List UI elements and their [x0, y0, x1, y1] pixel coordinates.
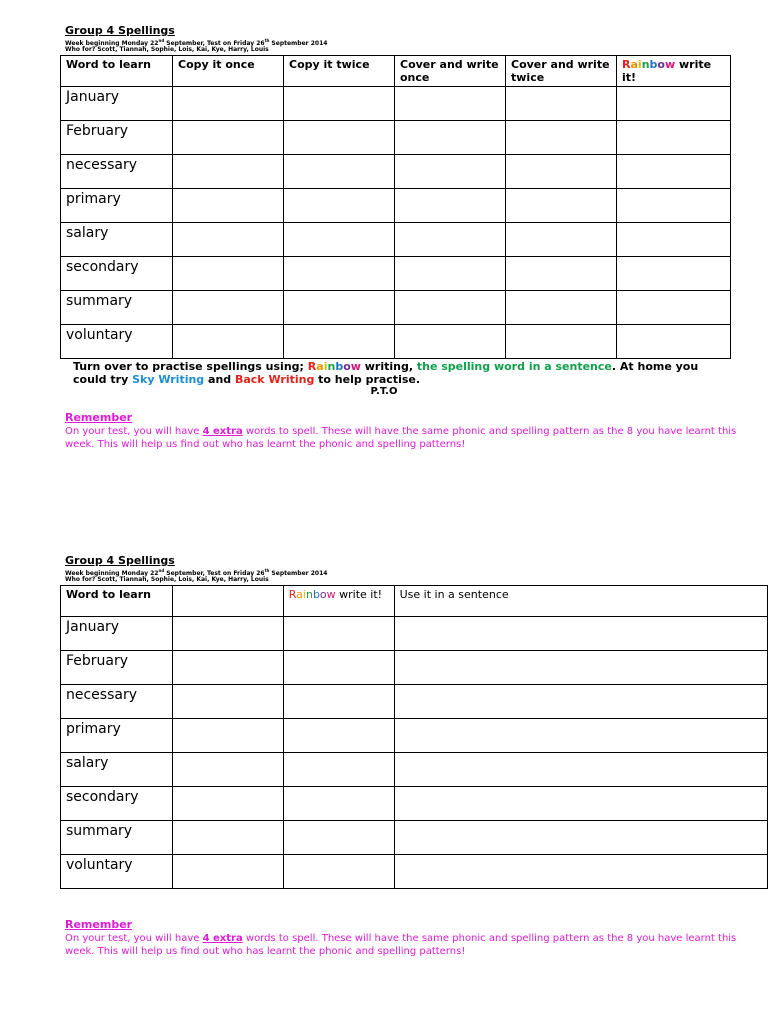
rainbow-letter: b [335, 360, 344, 373]
rainbow-word [289, 588, 336, 601]
rainbow-word [308, 360, 361, 373]
practice-cell[interactable] [617, 189, 731, 223]
table-row [61, 257, 731, 291]
rainbow-letter: o [319, 588, 327, 601]
sheet2-remember-text: On your test, you will have 4 extra words to spell. These will have the same phonic and spelling pattern as the 8 you have learnt this week. This will help us find out who has learnt the phonic and spelling patterns! [65, 933, 737, 957]
header-use-in-sentence: Use it in a sentence [394, 586, 767, 617]
practice-cell[interactable] [283, 855, 394, 889]
practice-cell[interactable] [172, 787, 283, 821]
rainbow-letter: i [302, 588, 306, 601]
practice-cell[interactable] [506, 87, 617, 121]
spelling-word: secondary [61, 257, 173, 291]
table-row [61, 155, 731, 189]
practice-cell[interactable] [506, 189, 617, 223]
practice-cell[interactable] [506, 223, 617, 257]
practice-cell[interactable] [284, 257, 395, 291]
practice-cell[interactable] [395, 257, 506, 291]
practice-cell[interactable] [283, 617, 394, 651]
sheet1-instructions: Turn over to practise spellings using; Rainbow writing, the spelling word in a sentence. At home you could try Sky Writing and Back Writing to help practise. [73, 360, 699, 386]
spelling-word: summary [61, 291, 173, 325]
table-row [61, 223, 731, 257]
spelling-word: salary [61, 223, 173, 257]
spelling-word: voluntary [61, 855, 173, 889]
header-copy-twice: Copy it twice [284, 56, 395, 87]
practice-cell[interactable] [394, 651, 767, 685]
table-row [61, 291, 731, 325]
rainbow-letter: a [296, 588, 303, 601]
practice-cell[interactable] [617, 325, 731, 359]
practice-cell[interactable] [506, 291, 617, 325]
practice-cell[interactable] [394, 855, 767, 889]
rainbow-letter: R [307, 360, 317, 373]
sheet1-who-line: Who for? Scott, Tiannah, Sophie, Lois, Kai, Kye, Harry, Louis [65, 46, 269, 53]
rainbow-letter: a [316, 360, 324, 373]
header-rainbow-write: Rainbow write it! [617, 56, 731, 87]
practice-cell[interactable] [394, 719, 767, 753]
practice-cell[interactable] [395, 325, 506, 359]
practice-cell[interactable] [283, 787, 394, 821]
rainbow-letter: b [312, 588, 320, 601]
rainbow-letter: a [630, 58, 638, 71]
practice-cell[interactable] [173, 325, 284, 359]
practice-cell[interactable] [395, 87, 506, 121]
rainbow-letter: R [288, 588, 297, 601]
practice-cell[interactable] [617, 121, 731, 155]
header-blank [172, 586, 283, 617]
practice-cell[interactable] [506, 155, 617, 189]
practice-cell[interactable] [283, 651, 394, 685]
practice-cell[interactable] [395, 121, 506, 155]
rainbow-letter: n [305, 588, 313, 601]
header-copy-once: Copy it once [173, 56, 284, 87]
practice-cell[interactable] [172, 753, 283, 787]
table-row [61, 189, 731, 223]
spelling-word: January [61, 87, 173, 121]
header-cover-write-once: Cover and write once [395, 56, 506, 87]
spelling-word: secondary [61, 787, 173, 821]
sheet2-header-row [61, 586, 768, 617]
practice-cell[interactable] [617, 257, 731, 291]
practice-cell[interactable] [172, 821, 283, 855]
practice-cell[interactable] [283, 685, 394, 719]
header-word-to-learn: Word to learn [61, 586, 173, 617]
sheet1-title: Group 4 Spellings [65, 24, 175, 37]
practice-cell[interactable] [173, 87, 284, 121]
practice-cell[interactable] [283, 821, 394, 855]
practice-cell[interactable] [172, 685, 283, 719]
practice-cell[interactable] [173, 257, 284, 291]
table-row [61, 617, 768, 651]
practice-cell[interactable] [395, 155, 506, 189]
table-row [61, 685, 768, 719]
practice-cell[interactable] [394, 617, 767, 651]
practice-cell[interactable] [173, 223, 284, 257]
rainbow-word [622, 58, 675, 71]
sheet2-who-line: Who for? Scott, Tiannah, Sophie, Lois, Kai, Kye, Harry, Louis [65, 576, 269, 583]
table-row [61, 753, 768, 787]
rainbow-letter: b [649, 58, 658, 71]
practice-cell[interactable] [395, 291, 506, 325]
rainbow-letter: R [622, 58, 631, 71]
spelling-word: primary [61, 719, 173, 753]
practice-cell[interactable] [173, 291, 284, 325]
practice-cell[interactable] [506, 121, 617, 155]
practice-cell[interactable] [284, 291, 395, 325]
practice-cell[interactable] [394, 787, 767, 821]
practice-cell[interactable] [284, 325, 395, 359]
table-row [61, 651, 768, 685]
sheet1-header-row [61, 56, 731, 87]
sheet2-title: Group 4 Spellings [65, 554, 175, 567]
rainbow-letter: w [664, 58, 676, 71]
practice-cell[interactable] [506, 257, 617, 291]
spelling-word: necessary [61, 685, 173, 719]
practice-cell[interactable] [284, 87, 395, 121]
spelling-word: summary [61, 821, 173, 855]
table-row [61, 121, 731, 155]
practice-cell[interactable] [394, 685, 767, 719]
practice-cell[interactable] [283, 719, 394, 753]
practice-cell[interactable] [173, 189, 284, 223]
sheet2-week-line: Week beginning Monday 22nd September, Test on Friday 26th September 2014 [65, 568, 328, 577]
rainbow-letter: w [326, 588, 336, 601]
rainbow-letter: o [657, 58, 665, 71]
spelling-word: January [61, 617, 173, 651]
practice-cell[interactable] [394, 821, 767, 855]
practice-cell[interactable] [394, 753, 767, 787]
spelling-word: primary [61, 189, 173, 223]
practice-cell[interactable] [173, 121, 284, 155]
table-row [61, 719, 768, 753]
practice-cell[interactable] [283, 753, 394, 787]
spelling-word: February [61, 121, 173, 155]
practice-cell[interactable] [617, 291, 731, 325]
spelling-word: February [61, 651, 173, 685]
table-row [61, 787, 768, 821]
sheet1-week-line: Week beginning Monday 22nd September, Test on Friday 26th September 2014 [65, 38, 328, 47]
practice-cell[interactable] [173, 155, 284, 189]
rainbow-letter: o [343, 360, 351, 373]
rainbow-letter: i [323, 360, 328, 373]
practice-cell[interactable] [284, 189, 395, 223]
rainbow-letter: n [327, 360, 336, 373]
table-row [61, 821, 768, 855]
sheet1-remember-text: On your test, you will have 4 extra words to spell. These will have the same phonic and spelling pattern as the 8 you have learnt this week. This will help us find out who has learnt the phonic and spelling patterns! [65, 426, 737, 450]
practice-cell[interactable] [395, 189, 506, 223]
header-cover-write-twice: Cover and write twice [506, 56, 617, 87]
practice-cell[interactable] [617, 155, 731, 189]
practice-cell[interactable] [284, 223, 395, 257]
practice-cell[interactable] [617, 223, 731, 257]
practice-cell[interactable] [172, 617, 283, 651]
table-row [61, 87, 731, 121]
sheet2-remember-heading: Remember [65, 918, 133, 931]
sheet2-spelling-table [60, 585, 768, 889]
spelling-word: voluntary [61, 325, 173, 359]
rainbow-letter: w [350, 360, 361, 373]
practice-cell[interactable] [284, 155, 395, 189]
practice-cell[interactable] [172, 855, 283, 889]
sheet1-remember-heading: Remember [65, 411, 133, 424]
practice-cell[interactable] [506, 325, 617, 359]
rainbow-letter: i [637, 58, 642, 71]
practice-cell[interactable] [395, 223, 506, 257]
practice-cell[interactable] [172, 651, 283, 685]
header-rainbow-write: Rainbow write it! [283, 586, 394, 617]
table-row [61, 325, 731, 359]
spelling-word: salary [61, 753, 173, 787]
spelling-word: necessary [61, 155, 173, 189]
practice-cell[interactable] [617, 87, 731, 121]
practice-cell[interactable] [284, 121, 395, 155]
header-word-to-learn: Word to learn [61, 56, 173, 87]
practice-cell[interactable] [172, 719, 283, 753]
table-row [61, 855, 768, 889]
sheet1-spelling-table [60, 55, 731, 359]
rainbow-letter: n [641, 58, 650, 71]
pto-label: P.T.O [370, 386, 398, 397]
